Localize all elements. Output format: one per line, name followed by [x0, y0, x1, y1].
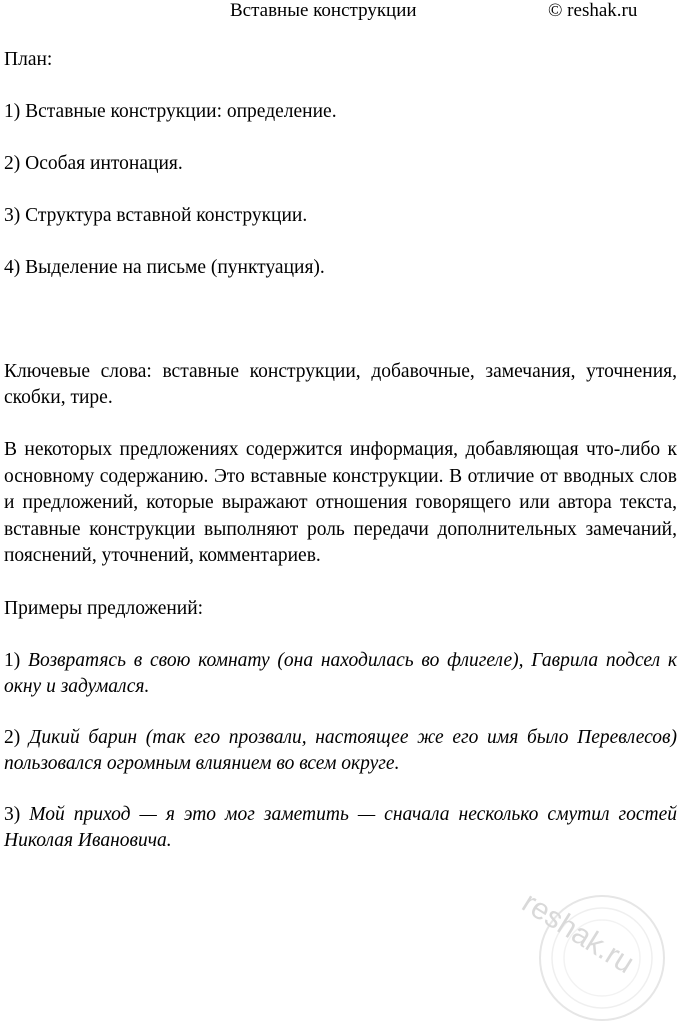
page-header	[0, 0, 681, 24]
example-sentence	[4, 648, 677, 700]
definition-paragraph: В некоторых предложениях содержится информация, добавляющая что-либо к основному содержанию. Это вставные конструкции. В отличие от вводных слов и предложений, которые выражают отношения говорящего или автора текста, вставные конструкции выполняют роль передачи дополнительных замечаний, пояснений, уточнений, комментариев.	[4, 439, 677, 566]
example-sentence	[4, 802, 677, 854]
plan-heading: План:	[4, 49, 53, 70]
example-text: Дикий барин (так его прозвали, настоящее же его имя было Перевлесов) пользовался огромным влиянием во всем округе.	[4, 726, 678, 774]
examples-heading: Примеры предложений:	[4, 597, 204, 619]
plan-item: 3) Структура вставной конструкции.	[4, 205, 308, 226]
example-text: Возвратясь в свою комнату (она находилась во флигеле), Гаврила подсел к окну и задумался.	[4, 649, 677, 697]
plan-item: 4) Выделение на письме (пунктуация).	[4, 257, 325, 278]
example-text: Мой приход — я это мог заметить — сначала несколько смутил гостей Николая Ивановича.	[4, 803, 678, 851]
example-number: 1)	[4, 649, 21, 671]
document-body	[4, 47, 677, 879]
plan-item: 1) Вставные конструкции: определение.	[4, 101, 337, 122]
page-title: Вставные конструкции	[230, 0, 417, 21]
example-number: 3)	[4, 803, 21, 825]
source-label: © reshak.ru	[548, 0, 638, 21]
watermark-logo	[510, 868, 680, 1028]
example-sentence	[4, 725, 677, 777]
plan-item: 2) Особая интонация.	[4, 153, 183, 174]
example-number: 2)	[4, 726, 21, 748]
keywords-paragraph: Ключевые слова: вставные конструкции, добавочные, замечания, уточнения, скобки, тире.	[4, 361, 677, 408]
watermark-text: reshak.ru	[516, 885, 640, 981]
